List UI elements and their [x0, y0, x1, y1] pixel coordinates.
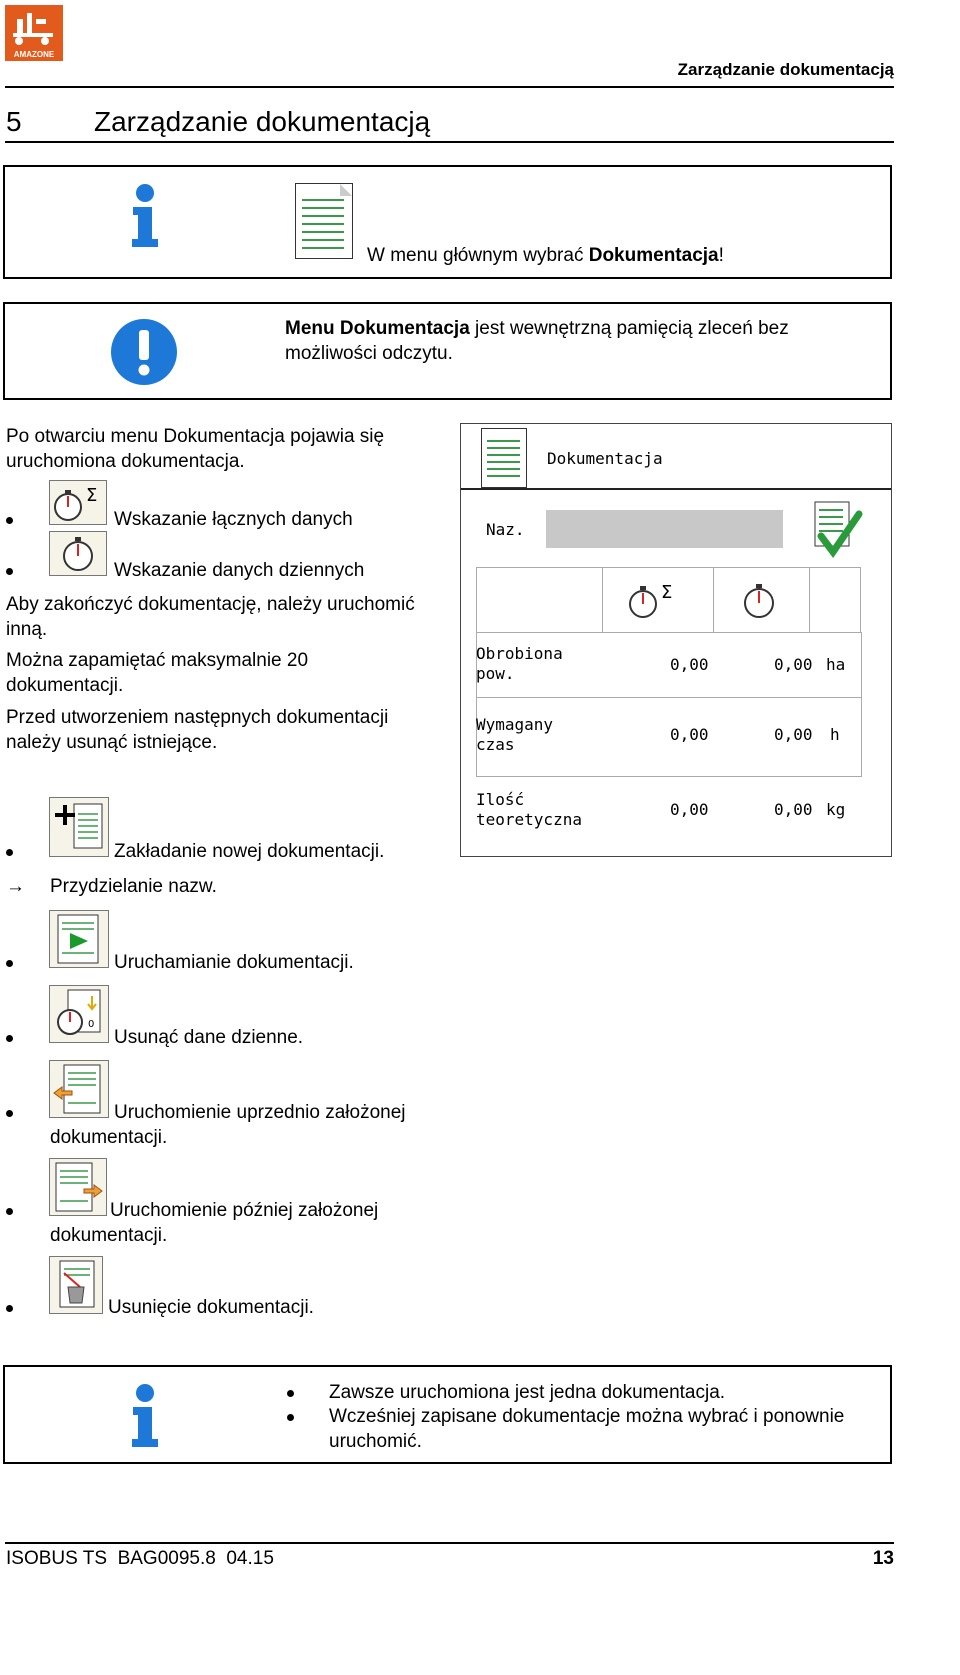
delete-doc-label: Usunięcie dokumentacji.	[108, 1297, 314, 1318]
start-document-icon[interactable]	[49, 910, 109, 968]
row-label-area: Obrobiona pow.	[476, 644, 563, 683]
total-data-label: Wskazanie łącznych danych	[114, 509, 353, 530]
row-unit-area: ha	[826, 655, 846, 674]
stopwatch-sum-icon[interactable]	[49, 480, 107, 525]
row-total-area: 0,00	[670, 655, 709, 674]
paragraph-max: Można zapamiętać maksymalnie 20 dokumentacji.	[6, 650, 309, 696]
row-unit-time: h	[830, 725, 840, 744]
row-label-quantity: Ilość teoretyczna	[476, 790, 582, 829]
name-label: Naz.	[486, 520, 525, 539]
stopwatch-sum-icon	[603, 568, 713, 632]
start-doc-label: Uruchamianie dokumentacji.	[114, 952, 354, 973]
bullet	[6, 1110, 13, 1117]
title-rule	[5, 141, 894, 143]
bullet	[6, 517, 13, 524]
bullet	[6, 1305, 13, 1312]
row-label-time: Wymagany czas	[476, 715, 554, 754]
documentation-screen	[460, 423, 892, 857]
confirm-check-icon[interactable]	[811, 500, 863, 558]
header-cell-label	[476, 567, 603, 633]
info-box-bottom	[3, 1365, 892, 1464]
page-number: 13	[872, 1548, 894, 1569]
arrow-icon: →	[6, 876, 25, 897]
bullet	[6, 1035, 13, 1042]
documentation-icon	[481, 428, 527, 488]
footer-rule	[5, 1542, 894, 1544]
warning-text: Menu Dokumentacja jest wewnętrzną pamięcią zleceń bez możliwości odczytu.	[285, 318, 789, 364]
name-input[interactable]	[546, 510, 783, 548]
new-document-icon[interactable]	[49, 797, 109, 857]
row-daily-time: 0,00	[774, 725, 813, 744]
delete-daily-label: Usunąć dane dzienne.	[114, 1027, 304, 1048]
bullet	[6, 849, 13, 856]
exclamation-icon	[110, 318, 178, 386]
svg-text:Σ: Σ	[86, 485, 98, 506]
bullet	[6, 568, 13, 575]
paragraph-finish: Aby zakończyć dokumentację, należy uruchomić inną.	[6, 594, 415, 640]
logo-mark-icon	[5, 5, 63, 49]
paragraph-delete: Przed utworzeniem następnych dokumentacji należy usunąć istniejące.	[6, 707, 389, 753]
row-unit-quantity: kg	[826, 800, 846, 819]
screen-title-rule	[461, 488, 891, 490]
header-cell-total	[602, 567, 714, 633]
previous-doc-label: Uruchomienie uprzednio założonej dokumentacji.	[50, 1102, 406, 1148]
running-title: Zarządzanie dokumentacją	[677, 60, 894, 79]
row-daily-quantity: 0,00	[774, 800, 813, 819]
svg-text:0: 0	[88, 1019, 95, 1030]
warning-box	[3, 302, 892, 400]
delete-daily-data-icon[interactable]	[49, 985, 109, 1043]
footer-doc-id: ISOBUS TS BAG0095.8 04.15	[6, 1548, 274, 1569]
delete-document-icon[interactable]	[49, 1256, 103, 1314]
header-cell-unit	[809, 567, 861, 633]
bullet	[6, 1208, 13, 1215]
assign-names-label: Przydzielanie nazw.	[50, 876, 217, 897]
intro-text: Po otwarciu menu Dokumentacja pojawia się uruchomiona dokumentacja.	[6, 426, 385, 472]
info-icon	[125, 183, 165, 247]
bullet	[287, 1390, 294, 1397]
info-item-1: Zawsze uruchomiona jest jedna dokumentacja.	[329, 1382, 726, 1403]
row-total-time: 0,00	[670, 725, 709, 744]
info-icon	[125, 1383, 165, 1447]
info-box	[3, 165, 892, 279]
section-title: Zarządzanie dokumentacją	[94, 106, 431, 137]
bullet	[287, 1414, 294, 1421]
row-total-quantity: 0,00	[670, 800, 709, 819]
next-doc-label: Uruchomienie później założonej dokumentacji.	[50, 1200, 379, 1246]
logo-text: AMAZONE	[13, 50, 55, 59]
new-doc-label: Zakładanie nowej dokumentacji.	[114, 841, 385, 862]
documentation-menu-icon	[295, 183, 353, 259]
bullet	[6, 960, 13, 967]
svg-text:Σ: Σ	[661, 582, 673, 603]
header-rule	[5, 86, 894, 88]
stopwatch-icon[interactable]	[49, 531, 107, 576]
section-number: 5	[6, 106, 22, 137]
screen-title: Dokumentacja	[547, 449, 663, 468]
stopwatch-icon	[714, 568, 809, 632]
info-text: W menu głównym wybrać Dokumentacja!	[367, 245, 724, 266]
header-cell-daily	[713, 567, 810, 633]
row-daily-area: 0,00	[774, 655, 813, 674]
amazone-logo	[5, 5, 63, 61]
info-item-2: Wcześniej zapisane dokumentacje można wybrać i ponownie uruchomić.	[329, 1406, 845, 1452]
daily-data-label: Wskazanie danych dziennych	[114, 560, 365, 581]
